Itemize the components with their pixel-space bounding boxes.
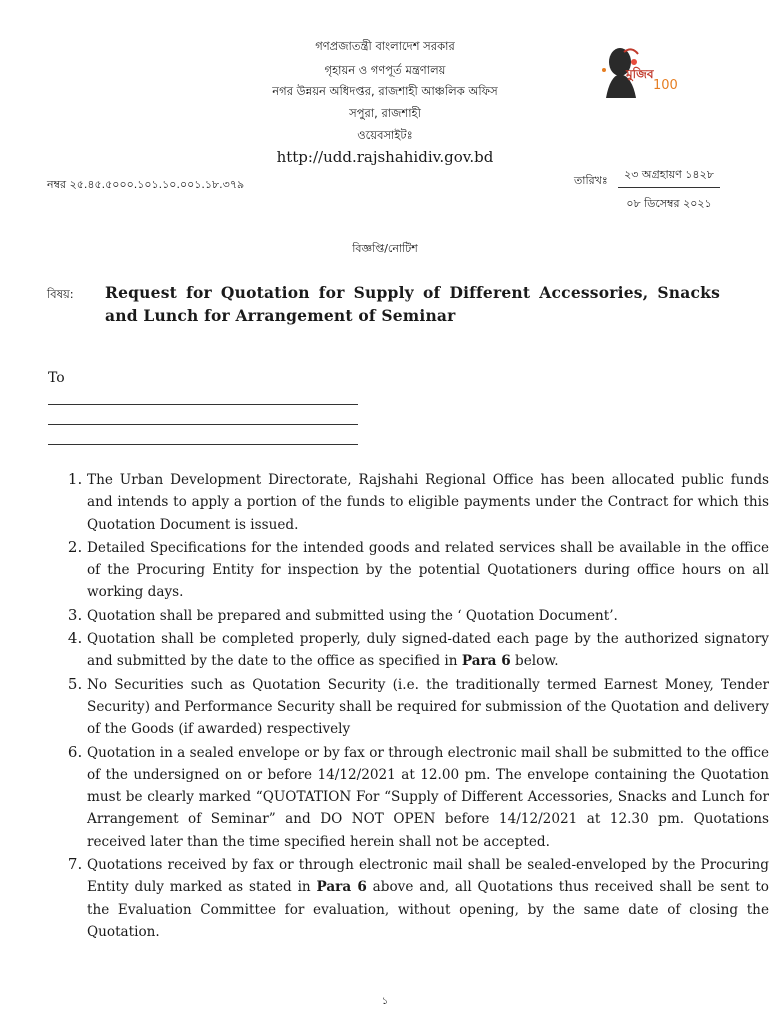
govt-name: গণপ্রজাতন্ত্রী বাংলাদেশ সরকার — [315, 39, 455, 53]
address-blank-line — [48, 444, 358, 445]
logo-year: 100 — [653, 78, 678, 93]
date-bangla: ২৩ অগ্রহায়ণ ১৪২৮ — [618, 166, 720, 188]
office-name: নগর উন্নয়ন অধিদপ্তর, রাজশাহী আঞ্চলিক অফিস — [272, 84, 498, 98]
notice-title: বিজ্ঞপ্তি/নোটিশ — [352, 242, 418, 255]
page-number: ১ — [381, 996, 389, 1007]
para-reference: Para 6 — [461, 653, 511, 670]
website-url[interactable]: http://udd.rajshahidiv.gov.bd — [276, 148, 494, 166]
date-gregorian: ০৮ ডিসেম্বর ২০২১ — [626, 197, 712, 210]
website-label: ওয়েবসাইটঃ — [357, 128, 413, 142]
list-item: 7. Quotations received by fax or through electronic mail shall be sealed-enveloped by the Procuring Entity duly marked as stated in Para 6 above and, all Quotations thus received shall be sent to the Evaluation Committee for evaluation, without opening, by the same date of closing the Quotation. — [87, 853, 769, 943]
list-item: 4. Quotation shall be completed properly, duly signed-dated each page by the authorized signatory and submitted by the date to the office as specified in Para 6 below. — [87, 627, 769, 673]
list-item: 2. Detailed Specifications for the intended goods and related services shall be available in the office of the Procuring Entity for inspection by the potential Quotationers during office hours on all working days. — [87, 536, 769, 604]
terms-list — [40, 468, 769, 943]
logo-text: মুজিব — [626, 67, 654, 81]
office-address: সপুরা, রাজশাহী — [349, 106, 421, 120]
list-item: 1. The Urban Development Directorate, Rajshahi Regional Office has been allocated public funds and intends to apply a portion of the funds to eligible payments under the Contract for which this Quotation Document is issued. — [87, 468, 769, 536]
list-item: 5. No Securities such as Quotation Security (i.e. the traditionally termed Earnest Money, Tender Security) and Performance Security shall be required for submission of the Quotation and delivery of the Goods (if awarded) respectively — [87, 673, 769, 741]
to-label: To — [48, 370, 65, 386]
memo-number: নম্বর ২৫.৪৫.৫০০০.১০১.১০.০০১.১৮.৩৭৯ — [47, 178, 245, 191]
subject-text: Request for Quotation for Supply of Different Accessories, Snacks and Lunch for Arrangement of Seminar — [105, 283, 720, 325]
date-label: তারিখঃ — [574, 174, 608, 187]
list-item: 3. Quotation shall be prepared and submitted using the ‘ Quotation Document’. — [87, 604, 769, 627]
para-reference: Para 6 — [316, 879, 367, 896]
mujib-100-logo — [598, 42, 680, 100]
list-item: 6. Quotation in a sealed envelope or by fax or through electronic mail shall be submitted to the office of the undersigned on or before 14/12/2021 at 12.00 pm. The envelope containing the Quotation must be clearly marked “QUOTATION For “Supply of Different Accessories, Snacks and Lunch for Arrangement of Seminar” and DO NOT OPEN before 14/12/2021 at 12.30 pm. Quotations received later than the time specified herein shall not be accepted. — [87, 741, 769, 853]
subject-label: বিষয়: — [47, 287, 74, 301]
address-blank-line — [48, 404, 358, 405]
ministry-name: গৃহায়ন ও গণপূর্ত মন্ত্রণালয় — [324, 63, 446, 77]
address-blank-line — [48, 424, 358, 425]
